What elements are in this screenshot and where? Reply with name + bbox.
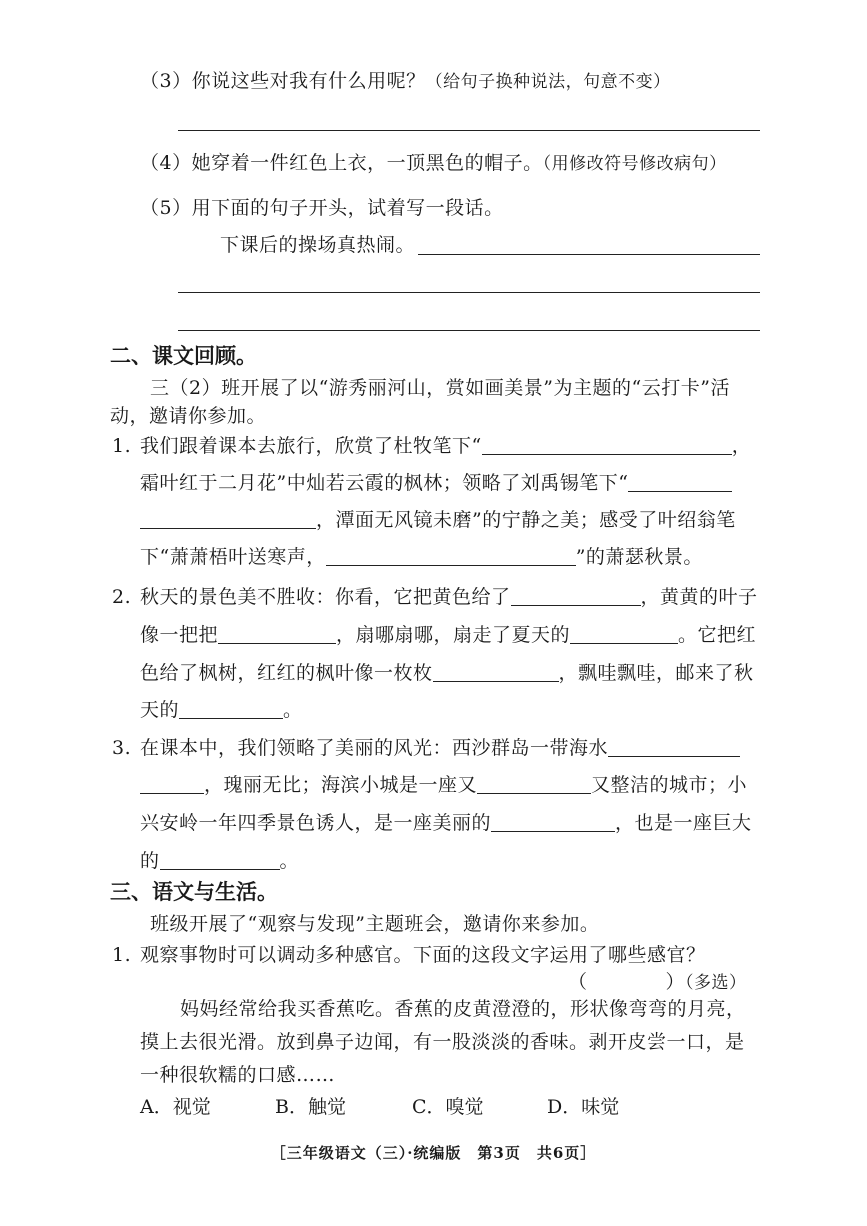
item-3-1-number: 1. (112, 944, 132, 966)
text-segment: ， (731, 435, 752, 457)
item-2-1-line-4 (140, 544, 703, 570)
question-4-text: 她穿着一件红色上衣，一顶黑色的帽子。 (191, 152, 543, 174)
question-3 (140, 68, 671, 95)
section-2-heading: 二、课文回顾。 (110, 344, 257, 368)
question-3-text: 你说这些对我有什么用呢？ (191, 70, 426, 92)
fill-blank[interactable] (482, 434, 732, 455)
text-segment: 。 (283, 699, 303, 721)
text-segment: 像一把把 (140, 624, 219, 646)
fill-blank[interactable] (160, 849, 280, 870)
item-2-1-line-1 (140, 433, 751, 459)
writing-line-3[interactable] (178, 330, 760, 331)
section-3-intro: 班级开展了“观察与发现”主题班会，邀请你来参加。 (150, 913, 600, 935)
passage-line-1: 妈妈经常给我买香蕉吃。香蕉的皮黄澄澄的，形状像弯弯的月亮， (180, 998, 746, 1020)
item-2-1-line-3 (140, 507, 736, 533)
item-2-2-line-3 (140, 660, 754, 686)
option-b[interactable]: B．触觉 (275, 1096, 346, 1118)
text-segment: 色给了枫树，红红的枫叶像一枚枚 (140, 662, 433, 684)
item-3-1-answer-area (568, 969, 747, 996)
text-segment: ，飘哇飘哇，邮来了秋 (558, 662, 754, 684)
item-2-2-line-1 (140, 584, 758, 610)
question-5-text: 用下面的句子开头，试着写一段话。 (191, 197, 504, 219)
passage-line-2: 摸上去很光滑。放到鼻子边闻，有一股淡淡的香味。剥开皮尝一口，是 (140, 1031, 745, 1053)
option-d[interactable]: D．味觉 (547, 1096, 620, 1118)
text-segment: 的 (140, 850, 160, 872)
question-4-hint: （用修改符号修改病句） (542, 154, 727, 174)
fill-blank[interactable] (179, 698, 283, 719)
item-2-3-number: 3. (112, 737, 132, 759)
section-2-intro-line-1: 三（2）班开展了以“游秀丽河山，赏如画美景”为主题的“云打卡”活 (150, 377, 730, 399)
question-5-starter-line (220, 232, 415, 258)
writing-line-2[interactable] (178, 292, 760, 293)
text-segment: ，黄黄的叶子 (640, 586, 758, 608)
writing-line-1[interactable] (418, 254, 760, 255)
item-2-3-line-3 (140, 810, 752, 836)
fill-blank[interactable] (326, 545, 576, 566)
section-2-intro-line-2: 动，邀请你参加。 (110, 405, 267, 427)
text-segment: 。 (279, 850, 300, 872)
text-segment: 兴安岭一年四季景色诱人，是一座美丽的 (140, 812, 492, 834)
fill-blank[interactable] (608, 736, 740, 757)
text-segment: 秋天的景色美不胜收：你看，它把黄色给了 (140, 586, 511, 608)
fill-blank[interactable] (477, 773, 591, 794)
fill-blank[interactable] (570, 623, 678, 644)
text-segment: ，瑰丽无比；海滨小城是一座又 (204, 774, 478, 796)
text-segment: 在课本中，我们领略了美丽的风光：西沙群岛一带海水 (140, 737, 609, 759)
item-2-3-line-4 (140, 848, 299, 874)
item-2-1-number: 1. (112, 435, 132, 457)
multi-select-note: （多选） (685, 973, 747, 993)
item-2-3-line-2 (140, 772, 747, 798)
item-2-1-line-2 (140, 470, 732, 496)
text-segment: 我们跟着课本去旅行，欣赏了杜牧笔下“ (140, 435, 482, 457)
text-segment: ”的萧瑟秋景。 (575, 546, 703, 568)
page-footer: ［三年级语文（三）·统编版 第3页 共6页］ (270, 1144, 597, 1162)
question-5-number: （5） (140, 197, 192, 219)
item-2-2-line-4 (140, 697, 303, 723)
text-segment: ，也是一座巨大 (615, 812, 752, 834)
fill-blank[interactable] (491, 811, 615, 832)
text-segment: 又整洁的城市；小 (591, 774, 748, 796)
item-2-2-line-2 (140, 622, 756, 648)
question-3-hint: （给句子换种说法，句意不变） (425, 72, 671, 92)
answer-line-q3[interactable] (178, 130, 760, 131)
question-3-number: （3） (140, 70, 192, 92)
text-segment: 天的 (140, 699, 180, 721)
fill-blank[interactable] (433, 661, 559, 682)
text-segment: ，潭面无风镜未磨”的宁静之美；感受了叶绍翁笔 (316, 509, 736, 531)
question-4 (140, 150, 727, 177)
answer-parentheses[interactable]: （ ） (568, 971, 686, 993)
section-3-heading: 三、语文与生活。 (110, 880, 278, 904)
item-2-2-number: 2. (112, 586, 132, 608)
question-5 (140, 195, 504, 221)
item-3-1-question: 观察事物时可以调动多种感官。下面的这段文字运用了哪些感官？ (140, 944, 706, 966)
passage-line-3: 一种很软糯的口感…… (140, 1064, 336, 1086)
fill-blank[interactable] (140, 773, 204, 794)
fill-blank[interactable] (218, 623, 336, 644)
fill-blank[interactable] (628, 471, 732, 492)
option-a[interactable]: A．视觉 (140, 1096, 211, 1118)
item-2-3-line-1 (140, 735, 740, 761)
question-4-number: （4） (140, 152, 192, 174)
question-5-starter: 下课后的操场真热闹。 (220, 234, 416, 256)
option-c[interactable]: C．嗅觉 (412, 1096, 484, 1118)
fill-blank[interactable] (140, 508, 316, 529)
text-segment: ，扇哪扇哪，扇走了夏天的 (336, 624, 571, 646)
text-segment: 。它把红 (678, 624, 757, 646)
fill-blank[interactable] (511, 585, 641, 606)
text-segment: 霜叶红于二月花”中灿若云霞的枫林；领略了刘禹锡笔下“ (140, 472, 629, 494)
text-segment: 下“萧萧梧叶送寒声， (140, 546, 326, 568)
